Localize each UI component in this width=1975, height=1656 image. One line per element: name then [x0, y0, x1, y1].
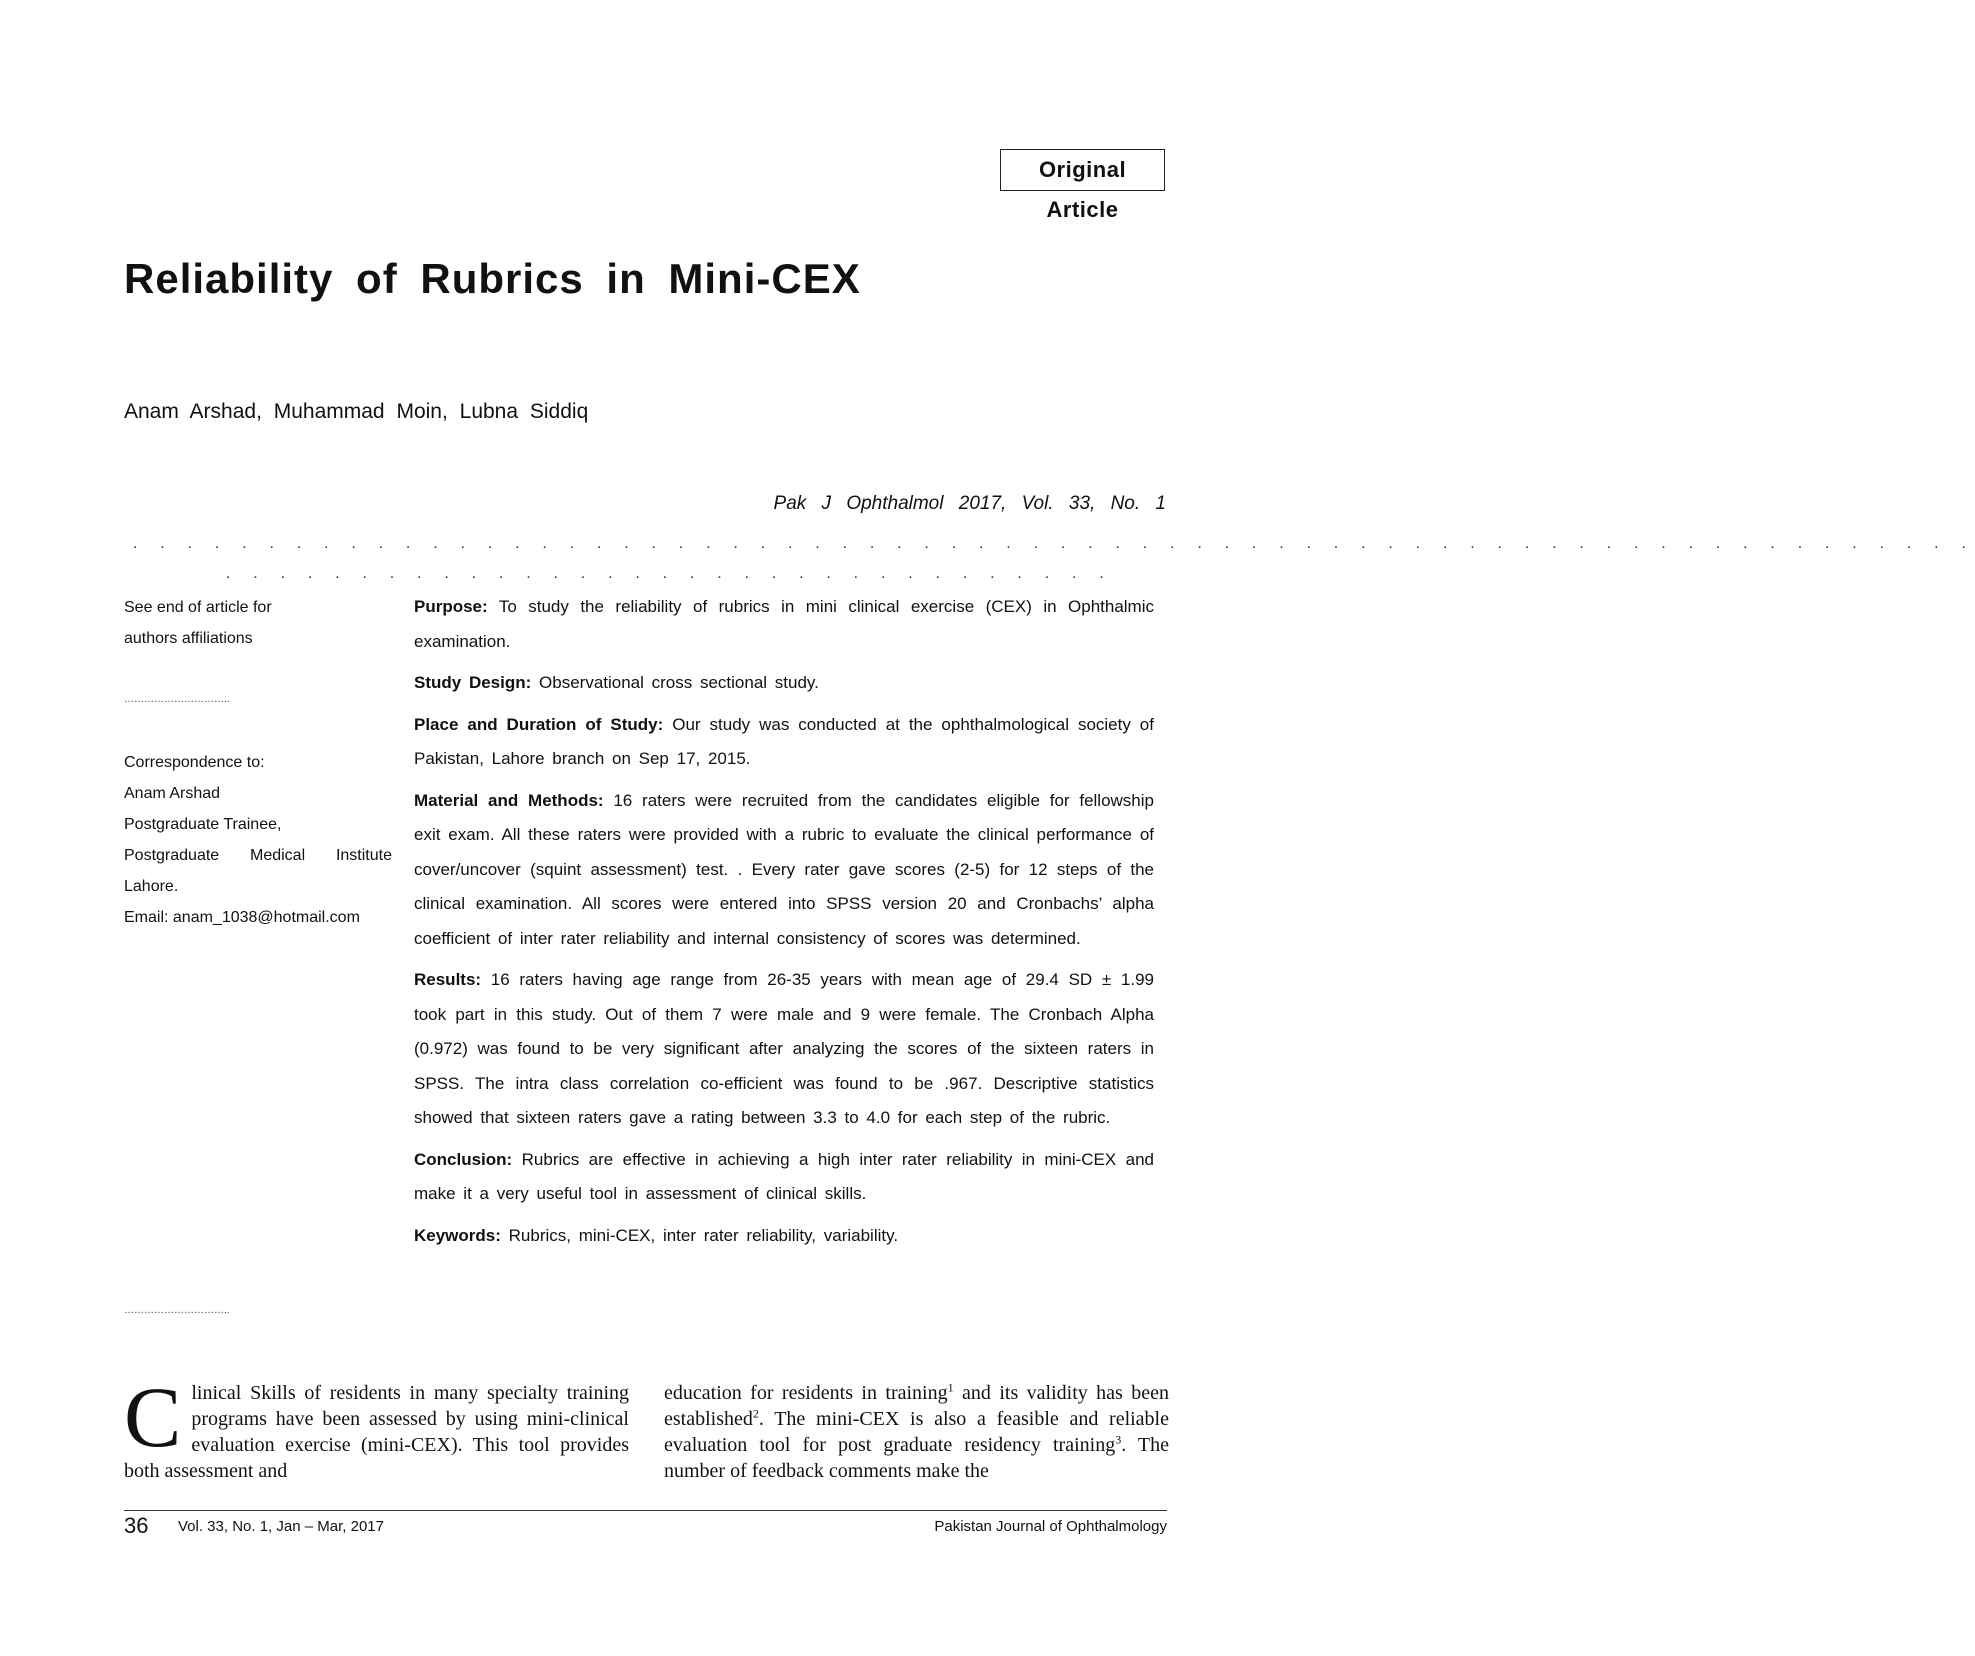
article-type-badge: Original Article: [1000, 149, 1165, 191]
abstract-place-duration: [414, 708, 1154, 777]
body-text-right-part4: . The number of feedback comments make the: [664, 1434, 1170, 1482]
footer-journal-name: Pakistan Journal of Ophthalmology: [934, 1518, 1167, 1535]
body-column-left: [124, 1369, 629, 1484]
reference-2[interactable]: 2: [752, 1406, 759, 1421]
sidebar-separator-bottom: …………………………..: [124, 1305, 230, 1316]
abstract-purpose: [414, 590, 1154, 659]
abstract-study-design: [414, 666, 1154, 701]
correspondence-city: Lahore.: [124, 878, 179, 895]
methods-text: 16 raters were recruited from the candidates eligible for fellowship exit exam. All these raters were provided with a rubric to evaluate the clinical performance of cover/uncover (squint assessment) test. . Every rater gave scores (2-5) for 12 steps of the clinical examination. All scores were entered into SPSS version 20 and Cronbachs’ alpha coefficient of inter rater reliability and internal consistency of scores was determined.: [414, 790, 1154, 948]
abstract: [414, 590, 1154, 1260]
affiliation-note-line1: See end of article for: [124, 599, 272, 616]
conclusion-text: Rubrics are effective in achieving a high inter rater reliability in mini-CEX and make it a very useful tool in assessment of clinical skills.: [414, 1149, 1154, 1203]
abstract-keywords: [414, 1219, 1154, 1254]
place-duration-text: Our study was conducted at the ophthalmological society of Pakistan, Lahore branch on Sep 17, 2015.: [414, 714, 1154, 768]
body-column-right: [664, 1380, 1169, 1484]
correspondence-position: Postgraduate Trainee,: [124, 816, 282, 833]
body-text-left: linical Skills of residents in many specialty training programs have been assessed by using mini-clinical evaluation exercise (mini-CEX). This tool provides both assessment and: [124, 1382, 629, 1482]
place-duration-label: Place and Duration of Study:: [414, 714, 664, 734]
purpose-text: To study the reliability of rubrics in mini clinical exercise (CEX) in Ophthalmic examination.: [414, 597, 1154, 651]
abstract-conclusion: [414, 1143, 1154, 1212]
author-list: Anam Arshad, Muhammad Moin, Lubna Siddiq: [124, 400, 589, 423]
study-design-text: Observational cross sectional study.: [531, 673, 819, 692]
institute-word-2: Medical: [250, 847, 306, 864]
page-number: 36: [124, 1513, 149, 1538]
body-text-right-part2: and its validity has been established: [664, 1382, 1170, 1430]
methods-label: Material and Methods:: [414, 790, 604, 810]
purpose-label: Purpose:: [414, 597, 488, 616]
keywords-text: Rubrics, mini-CEX, inter rater reliability, variability.: [500, 1225, 899, 1245]
correspondence-email: Email: anam_1038@hotmail.com: [124, 909, 360, 926]
sidebar-affiliations: [124, 592, 392, 933]
sidebar-separator-top: …………………………..: [124, 694, 230, 705]
reference-3[interactable]: 3: [1115, 1432, 1122, 1447]
article-title: Reliability of Rubrics in Mini-CEX: [124, 255, 861, 302]
abstract-methods: [414, 784, 1154, 957]
results-label: Results:: [414, 970, 482, 989]
footer-rule: [124, 1510, 1167, 1511]
keywords-label: Keywords:: [414, 1225, 501, 1245]
affiliation-note-line2: authors affiliations: [124, 630, 253, 647]
dotted-rule-second: . . . . . . . . . . . . . . . . . . . . . . . . . . . . . . . . .: [226, 565, 1113, 582]
study-design-label: Study Design:: [414, 673, 532, 692]
dotted-rule-top: . . . . . . . . . . . . . . . . . . . . . . . . . . . . . . . . . . . . . . . . . . . . . . . . . . . . . . . . . . . . . . . . . . . .: [133, 535, 1975, 552]
results-text: 16 raters having age range from 26-35 years with mean age of 29.4 SD ± 1.99 took part in this study. Out of them 7 were male and 9 were female. The Cronbach Alpha (0.972) was found to be very significant after analyzing the scores of the sixteen raters in SPSS. The intra class correlation co-efficient was found to be .967. Descriptive statistics showed that sixteen raters gave a rating between 3.3 to 4.0 for each step of the rubric.: [414, 970, 1154, 1127]
institute-word-1: Postgraduate: [124, 847, 220, 864]
abstract-results: [414, 963, 1154, 1136]
journal-citation: Pak J Ophthalmol 2017, Vol. 33, No. 1: [773, 493, 1166, 514]
body-text-right-part3: . The mini-CEX is also a feasible and reliable evaluation tool for post graduate residency training: [664, 1408, 1169, 1456]
correspondence-name: Anam Arshad: [124, 785, 221, 802]
footer-issue: Vol. 33, No. 1, Jan – Mar, 2017: [178, 1518, 384, 1535]
body-text-right-part1: education for residents in training: [664, 1382, 948, 1404]
drop-cap: C: [124, 1369, 182, 1465]
correspondence-institute: [124, 840, 392, 871]
conclusion-label: Conclusion:: [414, 1149, 513, 1169]
institute-word-3: Institute: [335, 847, 392, 864]
correspondence-label: Correspondence to:: [124, 754, 265, 771]
reference-1[interactable]: 1: [947, 1380, 954, 1395]
